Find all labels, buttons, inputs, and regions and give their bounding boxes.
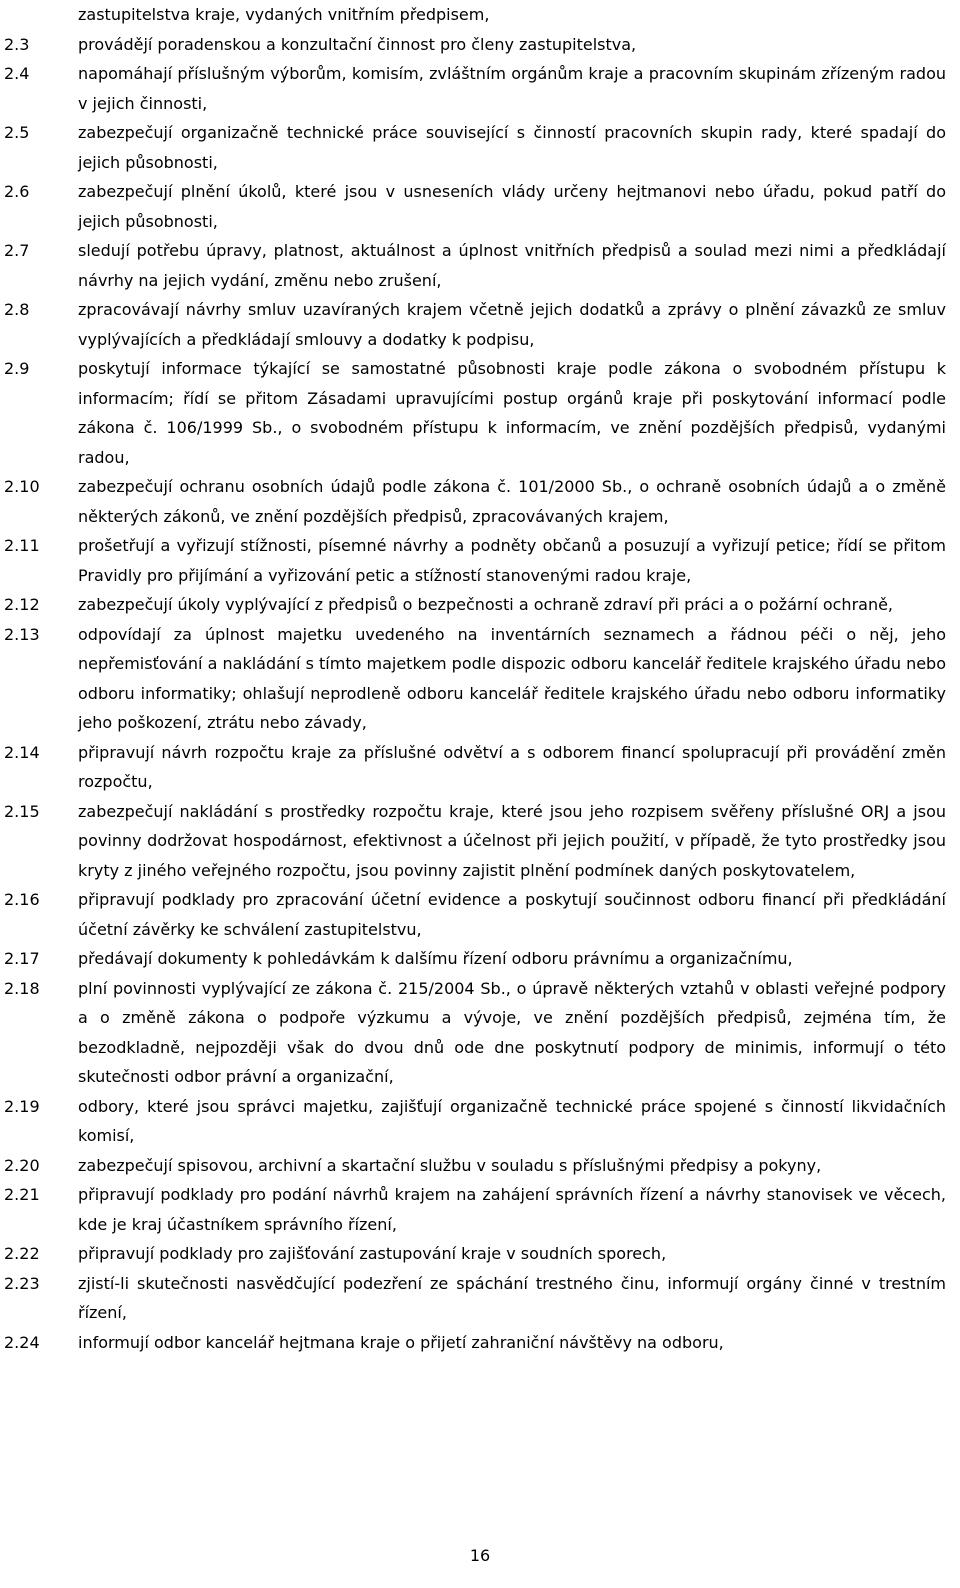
list-item: [0, 1151, 960, 1181]
item-text: zjistí-li skutečnosti nasvědčující podezření ze spáchání trestného činu, informují orgány činné v trestním řízení,: [78, 1273, 946, 1322]
list-item: [0, 974, 960, 1092]
item-text: informují odbor kancelář hejtmana kraje o přijetí zahraniční návštěvy na odboru,: [78, 1332, 724, 1352]
item-number: 2.3: [4, 34, 30, 54]
item-number: 2.13: [4, 624, 40, 644]
item-text: zabezpečují úkoly vyplývající z předpisů o bezpečnosti a ochraně zdraví při práci a o požární ochraně,: [78, 595, 894, 614]
list-item: [0, 59, 960, 118]
item-text: zpracovávají návrhy smluv uzavíraných krajem včetně jejich dodatků a zprávy o plnění závazků ze smluv vyplývajících a předkládají smlouvy a dodatky k podpisu,: [78, 300, 946, 349]
list-item: [0, 354, 960, 472]
item-text: připravují podklady pro zpracování účetní evidence a poskytují součinnost odboru financí při předkládání účetní závěrky ke schválení zastupitelstvu,: [78, 890, 946, 939]
item-number: 2.24: [4, 1332, 40, 1352]
item-text: odbory, které jsou správci majetku, zajišťují organizačně technické práce spojené s činností likvidačních komisí,: [78, 1096, 946, 1145]
item-number: 2.12: [4, 595, 40, 614]
list-item: [0, 797, 960, 886]
list-item: [0, 738, 960, 797]
item-number: 2.11: [4, 536, 40, 555]
list-item: [0, 590, 960, 620]
item-text: zabezpečují plnění úkolů, které jsou v usneseních vlády určeny hejtmanovi nebo úřadu, pokud patří do jejich působnosti,: [78, 182, 946, 231]
item-text: zabezpečují spisovou, archivní a skartační službu v souladu s příslušnými předpisy a pokyny,: [78, 1155, 822, 1175]
item-text: připravují podklady pro podání návrhů krajem na zahájení správních řízení a návrhy stanovisek ve věcech, kde je kraj účastníkem správního řízení,: [78, 1185, 946, 1234]
item-number: 2.7: [4, 241, 30, 260]
list-item: [0, 1239, 960, 1269]
item-number: 2.17: [4, 949, 40, 968]
list-item: [0, 944, 960, 974]
item-text: připravují podklady pro zajišťování zastupování kraje v soudních sporech,: [78, 1244, 667, 1263]
item-text: sledují potřebu úpravy, platnost, aktuálnost a úplnost vnitřních předpisů a soulad mezi nimi a předkládají návrhy na jejich vydání, změnu nebo zrušení,: [78, 241, 946, 290]
list-item: [0, 236, 960, 295]
page-number: 16: [469, 1546, 491, 1565]
item-number: 2.23: [4, 1273, 40, 1293]
item-text: poskytují informace týkající se samostatné působnosti kraje podle zákona o svobodném přístupu k informacím; řídí se přitom Zásadami upravujícími postup orgánů kraje při poskytování informací podle zákona č. 106/1999 Sb., o svobodném přístupu k informacím, ve znění pozdějších předpisů, vydanými radou,: [78, 359, 946, 467]
item-text: zabezpečují organizačně technické práce související s činností pracovních skupin rady, které spadají do jejich působnosti,: [78, 123, 946, 172]
list-item: [0, 1328, 960, 1358]
item-text: zabezpečují nakládání s prostředky rozpočtu kraje, které jsou jeho rozpisem svěřeny příslušné ORJ a jsou povinny dodržovat hospodárnost, efektivnost a účelnost při jejich použití, v případě, že tyto prostředky jsou kryty z jiného veřejného rozpočtu, jsou povinny zajistit plnění podmínek daných poskytovatelem,: [78, 801, 946, 880]
item-number: 2.14: [4, 742, 40, 762]
item-number: 2.10: [4, 477, 40, 496]
list-item: [0, 531, 960, 590]
item-text: předávají dokumenty k pohledávkám k dalšímu řízení odboru právnímu a organizačnímu,: [78, 949, 793, 968]
list-item: [0, 1269, 960, 1328]
item-number: 2.4: [4, 64, 30, 83]
item-text: plní povinnosti vyplývající ze zákona č. 215/2004 Sb., o úpravě některých vztahů v oblasti veřejné podpory a o změně zákona o podpoře výzkumu a vývoje, ve znění pozdějších předpisů, zejména tím, že bezodkladně, nejpozději však do dvou dnů ode dne poskytnutí podpory de minimis, informují o této skutečnosti odbor právní a organizační,: [78, 978, 946, 1086]
list-item: [0, 295, 960, 354]
item-text: provádějí poradenskou a konzultační činnost pro členy zastupitelstva,: [78, 34, 637, 54]
item-number: 2.15: [4, 801, 40, 821]
item-text: napomáhají příslušným výborům, komisím, zvláštním orgánům kraje a pracovním skupinám zřízeným radou v jejich činnosti,: [78, 64, 946, 113]
item-number: 2.20: [4, 1155, 40, 1175]
item-number: 2.18: [4, 978, 40, 998]
item-text: prošetřují a vyřizují stížnosti, písemné návrhy a podněty občanů a posuzují a vyřizují petice; řídí se přitom Pravidly pro přijímání a vyřizování petic a stížností stanovenými radou kraje,: [78, 536, 946, 585]
list-item: [0, 30, 960, 60]
item-text: připravují návrh rozpočtu kraje za příslušné odvětví a s odborem financí spolupracují při provádění změn rozpočtu,: [78, 742, 946, 791]
list-item: [0, 885, 960, 944]
item-text: zabezpečují ochranu osobních údajů podle zákona č. 101/2000 Sb., o ochraně osobních údajů a o změně některých zákonů, ve znění pozdějších předpisů, zpracovávaných krajem,: [78, 477, 946, 526]
continuation-item: [0, 0, 960, 30]
item-number: 2.5: [4, 123, 30, 142]
list-item: [0, 177, 960, 236]
item-number: 2.6: [4, 182, 30, 201]
list-item: [0, 1180, 960, 1239]
continuation-text: zastupitelstva kraje, vydaných vnitřním předpisem,: [78, 5, 490, 24]
item-number: 2.22: [4, 1244, 40, 1263]
item-text: odpovídají za úplnost majetku uvedeného na inventárních seznamech a řádnou péči o něj, jeho nepřemisťování a nakládání s tímto majetkem podle dispozic odboru kancelář ředitele krajského úřadu nebo odboru informatiky; ohlašují neprodleně odboru kancelář ředitele krajského úřadu nebo odboru informatiky jeho poškození, ztrátu nebo závady,: [78, 624, 946, 732]
list-item: [0, 620, 960, 738]
item-number: 2.9: [4, 359, 30, 378]
list-item: [0, 1092, 960, 1151]
list-item: [0, 472, 960, 531]
item-number: 2.21: [4, 1185, 40, 1204]
item-number: 2.19: [4, 1096, 40, 1116]
list-item: [0, 118, 960, 177]
item-number: 2.8: [4, 300, 30, 319]
item-number: 2.16: [4, 890, 40, 909]
